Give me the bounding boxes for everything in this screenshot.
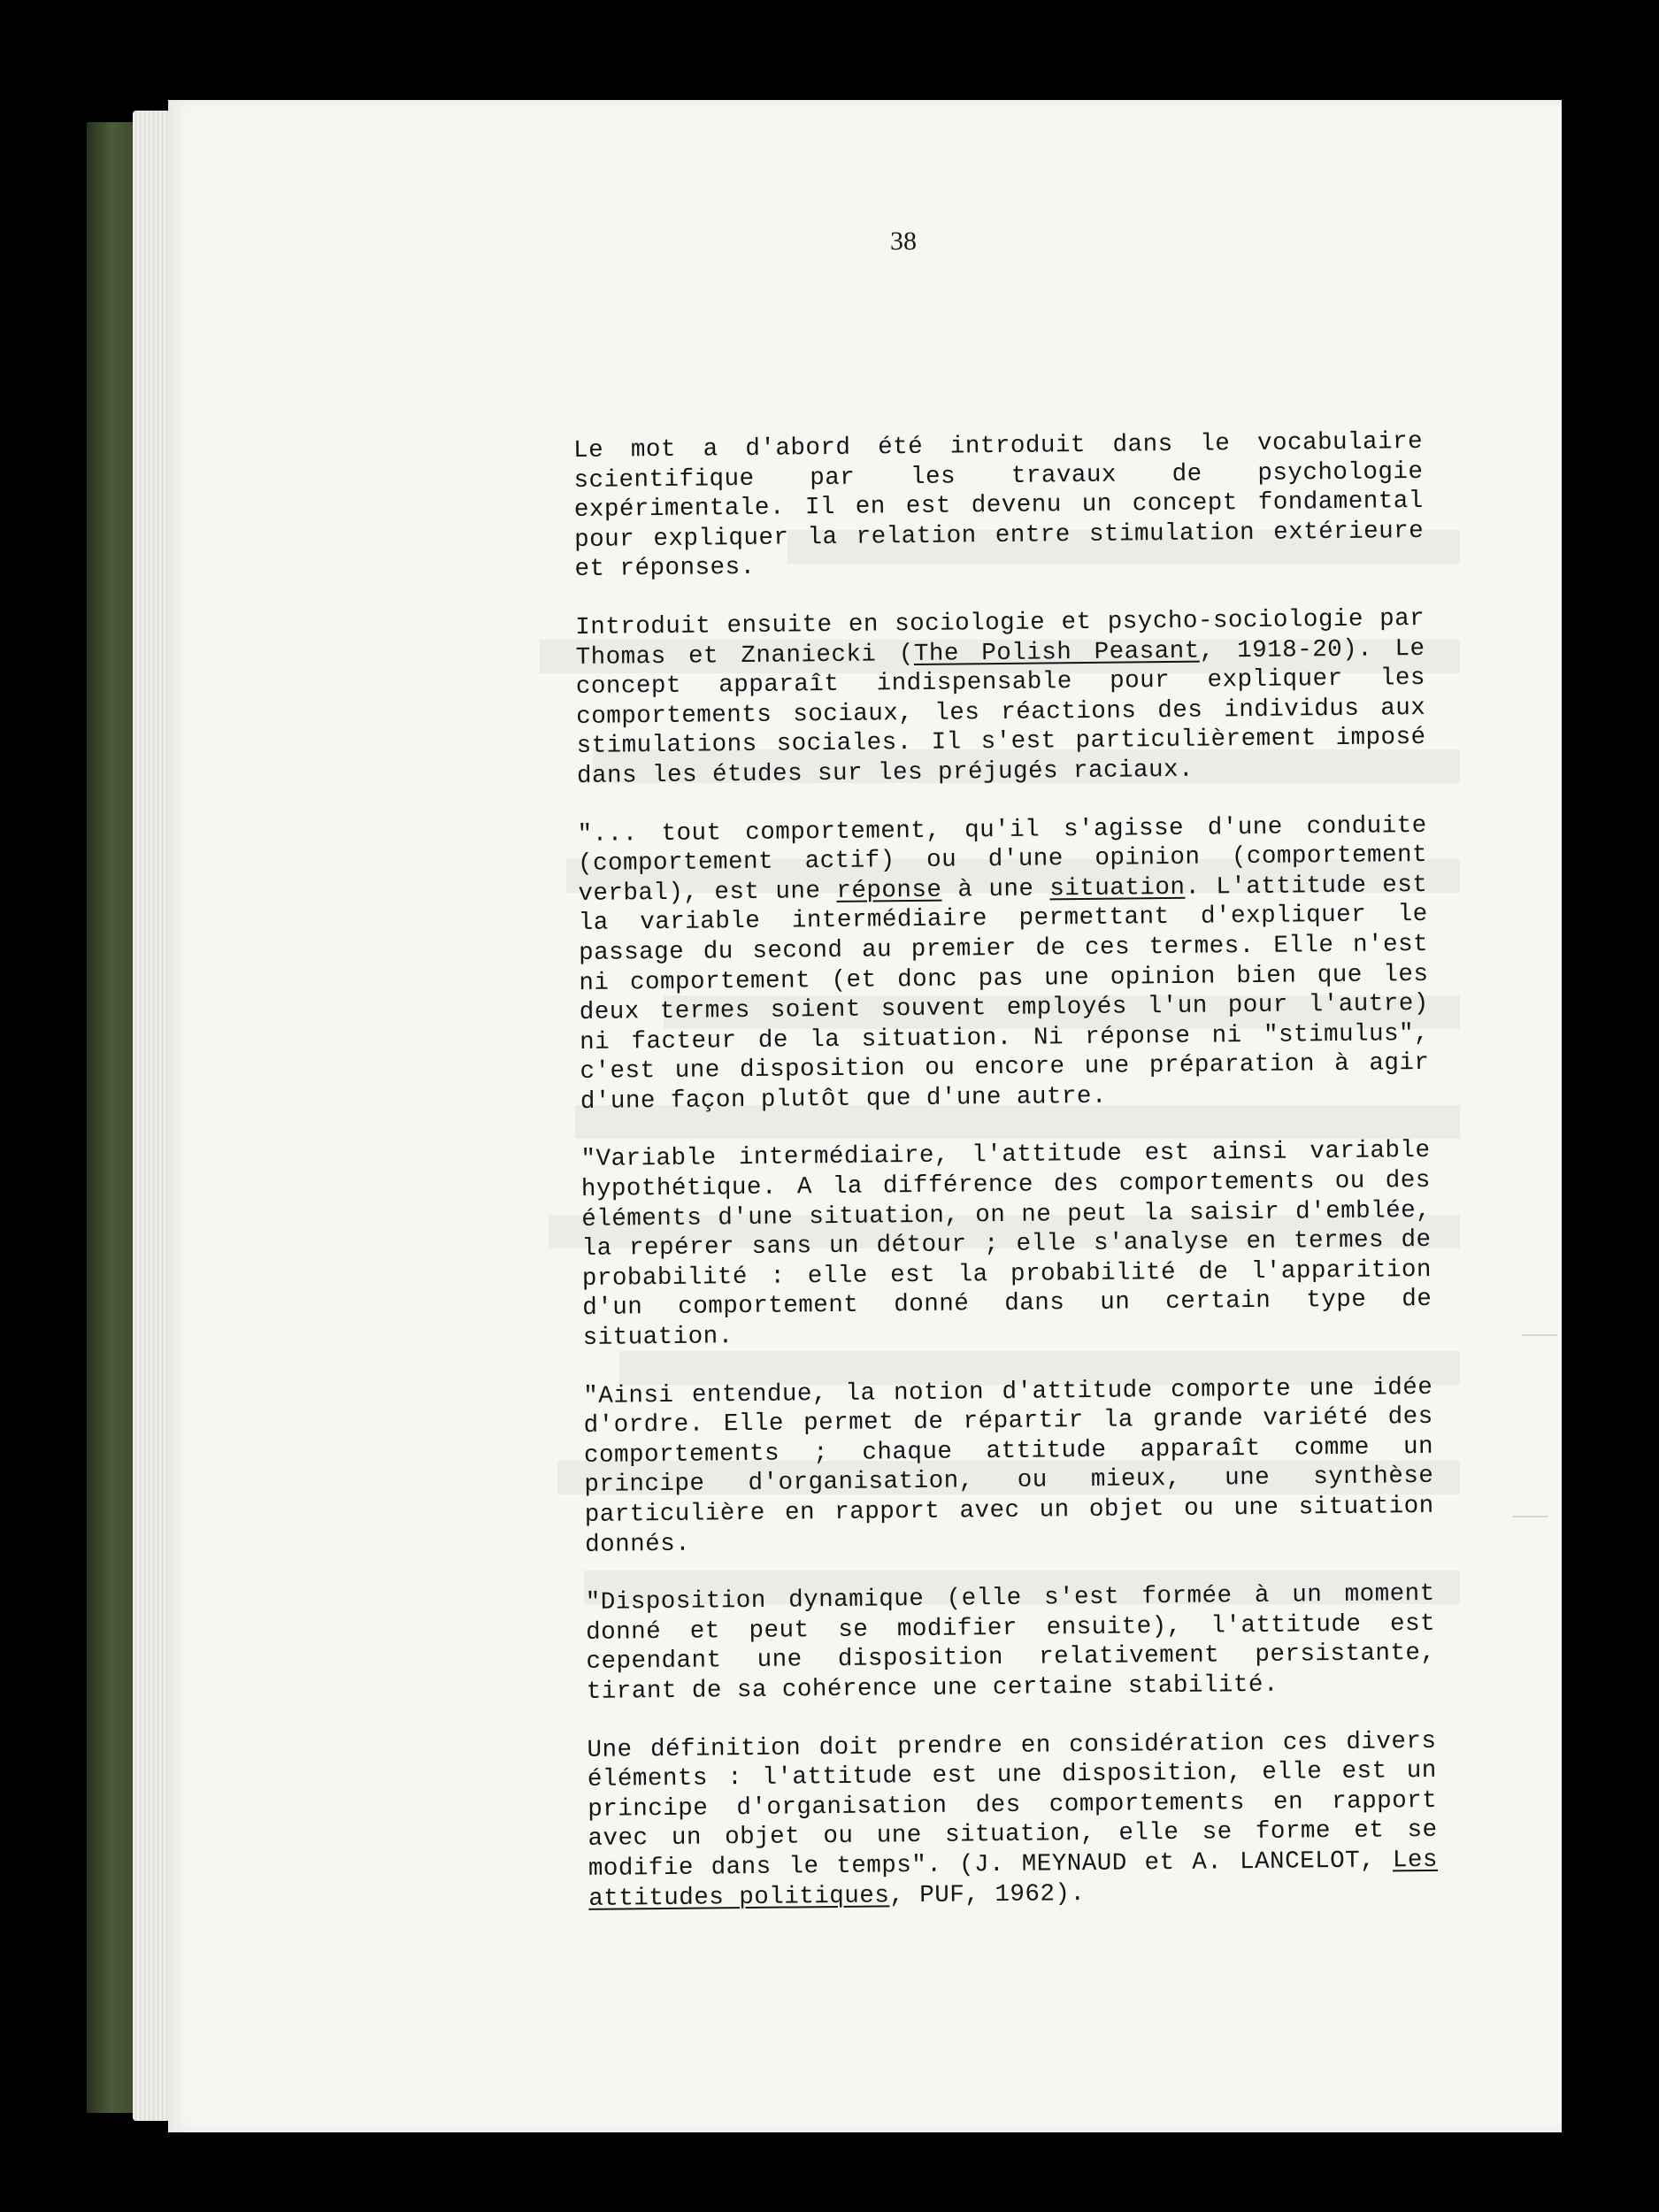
paragraph-text: à une bbox=[941, 875, 1050, 904]
emphasized-term: situation bbox=[1049, 873, 1186, 903]
book-title-underlined: The Polish Peasant bbox=[913, 637, 1200, 668]
paragraph: Le mot a d'abord été introduit dans le vocabulaire scientifique par les travaux de psychologie expérimentale. Il en est devenu un concept fondamental pour expliquer la relation entre stimulation extérieure et réponses. bbox=[573, 427, 1425, 584]
quotation-paragraph: "Disposition dynamique (elle s'est formée à un moment donné et peut se modifier ensuite), l'attitude est cependant une disposition relativement persistante, tirant de sa cohérence une certaine stabilité. bbox=[585, 1580, 1436, 1706]
paragraph bbox=[575, 604, 1426, 792]
paragraph-text: Une définition doit prendre en considération ces divers éléments : l'attitude est une disposition, elle est un principe d'organisation des comportements en rapport avec un objet ou une situation, elle se forme et se modifie dans le temps". (J. MEYNAUD et A. LANCELOT, bbox=[587, 1727, 1438, 1883]
book-title-underlined: Les attitudes politiques bbox=[588, 1846, 1439, 1913]
paragraph-text: "... tout comportement, qu'il s'agisse d'une conduite (comportement actif) ou d'une opinion (comportement verbal), est une bbox=[577, 811, 1428, 908]
paragraph-text: . L'attitude est la variable intermédiaire permettant d'expliquer le passage du second au premier de ces termes. Elle n'est ni comportement (et donc pas une opinion bien que les deux termes soient souvent employés l'un pour l'autre) ni facteur de la situation. Ni réponse ni "stimulus", c'est une disposition ou encore une préparation à agir d'une façon plutôt que d'une autre. bbox=[578, 871, 1430, 1116]
emphasized-term: réponse bbox=[836, 876, 942, 905]
page-margin-mark bbox=[1513, 1516, 1548, 1517]
paragraph-text: , PUF, 1962). bbox=[889, 1879, 1086, 1909]
page-number: 38 bbox=[890, 227, 917, 256]
page-margin-mark bbox=[1522, 1334, 1557, 1336]
quotation-paragraph bbox=[578, 810, 1430, 1117]
page-body bbox=[573, 427, 1439, 1942]
paragraph-text: Introduit ensuite en sociologie et psycho-sociologie par Thomas et Znaniecki ( bbox=[575, 604, 1425, 672]
quotation-paragraph bbox=[587, 1726, 1438, 1914]
quotation-paragraph: "Ainsi entendue, la notion d'attitude comporte une idée d'ordre. Elle permet de répartir la grande variété des comportements ; chaque attitude apparaît comme un principe d'organisation, ou mieux, une synthèse particulière en rapport avec un objet ou une situation donnés. bbox=[583, 1373, 1434, 1559]
quotation-paragraph: "Variable intermédiaire, l'attitude est ainsi variable hypothétique. A la différence des comportements ou des éléments d'une situation, on ne peut la saisir d'emblée, la repérer sans un détour ; elle s'analyse en termes de probabilité : elle est la probabilité de l'apparition d'un comportement donné dans un certain type de situation. bbox=[580, 1137, 1432, 1352]
paragraph-text: , 1918-20). Le concept apparaît indispensable pour expliquer les comportements sociaux, les réactions des individus aux stimulations sociales. Il s'est particulièrement imposé dans les études sur les préjugés raciaux. bbox=[575, 634, 1426, 790]
